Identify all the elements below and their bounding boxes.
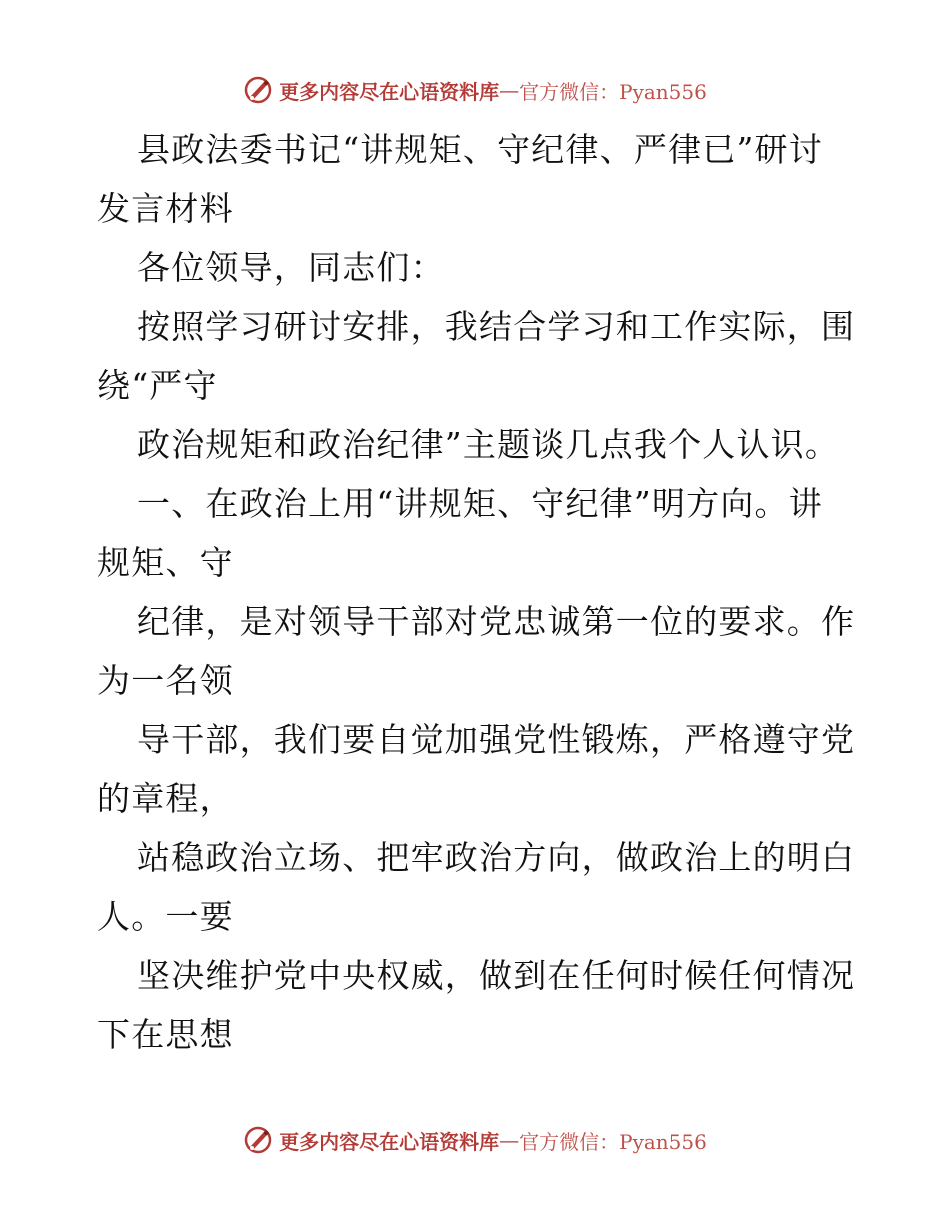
salutation: 各位领导，同志们：	[137, 248, 445, 287]
footer-watermark	[0, 1120, 950, 1160]
paragraph-line: 政治规矩和政治纪律”主题谈几点我个人认识。	[137, 425, 840, 464]
pen-logo-icon	[243, 75, 273, 105]
paragraph-line: 导干部，我们要自觉加强党性锻炼，严格遵守党的章程，	[97, 720, 856, 818]
paragraph-line: 按照学习研讨安排，我结合学习和工作实际，围绕“严守	[97, 307, 856, 405]
header-watermark	[0, 70, 950, 110]
pen-logo-icon	[243, 1125, 273, 1155]
header-contact: 官方微信：Pyan556	[519, 79, 707, 104]
footer-site-name: 更多内容尽在心语资料库	[279, 1129, 500, 1154]
paragraph-line: 纪律，是对领导干部对党忠诚第一位的要求。作为一名领	[97, 602, 856, 700]
paragraph-line: 站稳政治立场、把牢政治方向，做政治上的明白人。一要	[97, 838, 856, 936]
footer-dash: —	[499, 1128, 520, 1152]
document-title: 县政法委书记“讲规矩、守纪律、严律已”研讨发言材料	[97, 130, 823, 228]
header-dash: —	[499, 78, 520, 102]
paragraph-line: 坚决维护党中央权威，做到在任何时候任何情况下在思想	[97, 956, 856, 1054]
paragraph-line: 一、在政治上用“讲规矩、守纪律”明方向。讲规矩、守	[97, 484, 823, 582]
document-body	[97, 120, 857, 1064]
header-site-name: 更多内容尽在心语资料库	[279, 79, 500, 104]
footer-contact: 官方微信：Pyan556	[519, 1129, 707, 1154]
